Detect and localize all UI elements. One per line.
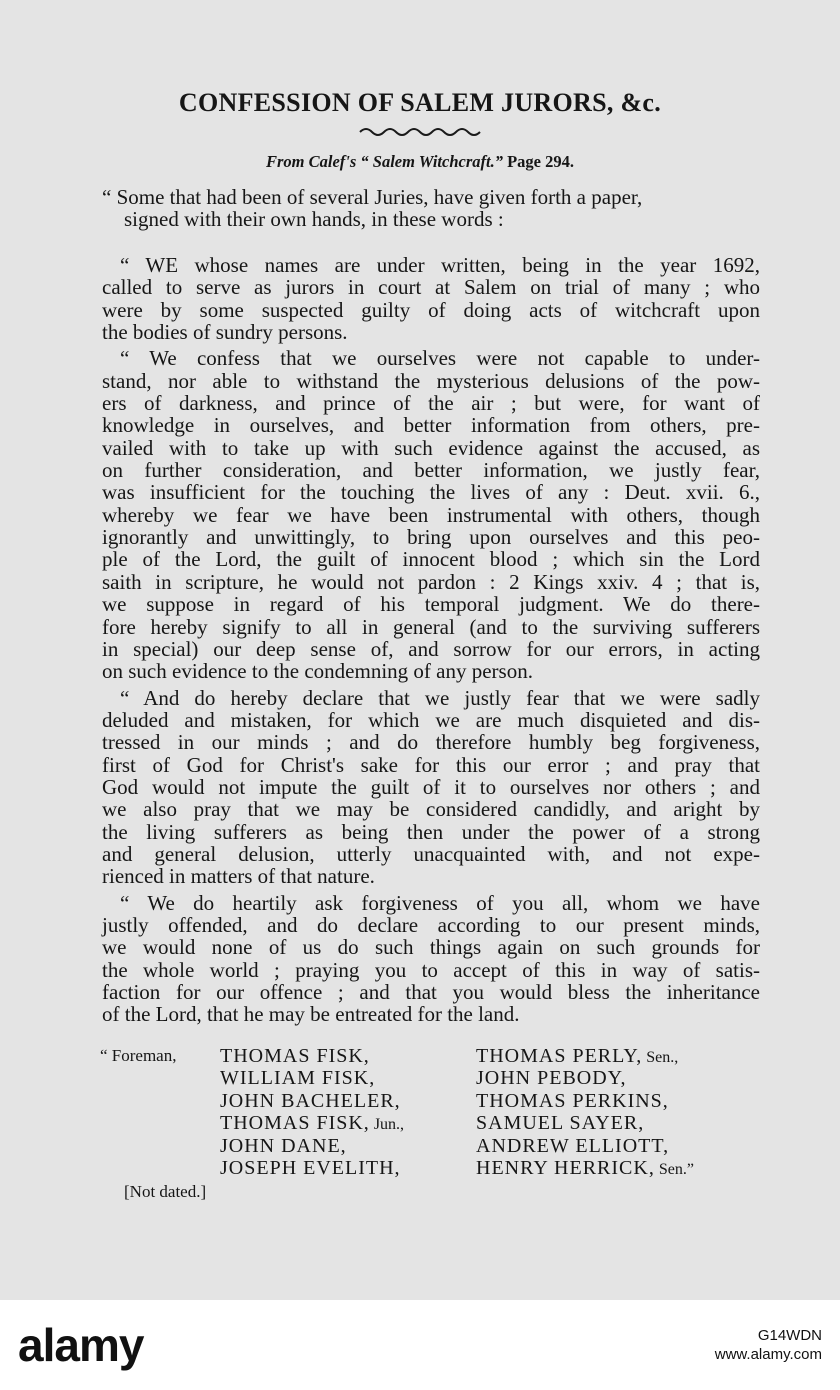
paragraph-line: called to serve as jurors in court at Salem on trial of many ; who — [102, 275, 760, 300]
paragraph-line: the bodies of sundry persons. — [102, 320, 348, 345]
watermark-info — [715, 1326, 822, 1364]
paragraph-line: the whole world ; praying you to accept of this in way of satis- — [102, 957, 760, 982]
paragraph-line: tressed in our minds ; and do therefore humbly beg forgiveness, — [102, 730, 760, 755]
paragraph-line: the living sufferers as being then under the power of a strong — [102, 819, 760, 844]
paragraph-line: ers of darkness, and prince of the air ; but were, for want of — [102, 391, 760, 416]
signatory-name: SAMUEL SAYER, — [476, 1112, 645, 1135]
signatory — [476, 1135, 694, 1157]
signatory — [476, 1090, 694, 1112]
signatory-name: JOHN BACHELER, — [220, 1089, 401, 1112]
signatory-suffix: Sen.” — [654, 1160, 694, 1178]
paragraph-line: on further consideration, and better information, we justly fear, — [102, 458, 760, 483]
alamy-logo: alamy — [18, 1319, 144, 1371]
intro-paragraph — [102, 186, 760, 230]
paragraph-line: saith in scripture, he would not pardon : 2 Kings xxiv. 4 ; that is, — [102, 569, 760, 594]
signatory — [220, 1135, 404, 1157]
paragraph-line: “ WE whose names are under written, being in the year 1692, — [120, 253, 760, 277]
signatory — [220, 1112, 404, 1134]
paragraph-line: stand, nor able to withstand the mysterious delusions of the pow- — [102, 368, 760, 393]
source-title: From Calef's “ Salem Witchcraft.” — [265, 152, 503, 171]
source-page: Page 294. — [507, 152, 574, 171]
paragraph-line: fore hereby signify to all in general (and to the surviving sufferers — [102, 614, 760, 639]
confession-paragraph — [102, 347, 760, 682]
paragraph-line: “ We do heartily ask forgiveness of you all, whom we have — [120, 890, 760, 915]
signatory-name: HENRY HERRICK, — [476, 1156, 655, 1179]
paragraph-line: and general delusion, utterly unacquainted with, and not expe- — [102, 841, 760, 866]
paragraph-line: on such evidence to the condemning of any person. — [102, 659, 533, 684]
signatory-name: THOMAS PERKINS, — [476, 1089, 669, 1112]
signatory-name: JOHN DANE, — [220, 1134, 347, 1157]
signatory — [476, 1045, 694, 1067]
signatory — [476, 1112, 694, 1134]
site-url: www.alamy.com — [714, 1346, 822, 1363]
paragraph-line: rienced in matters of that nature. — [102, 864, 375, 889]
signatory — [220, 1045, 404, 1067]
signatures-left-column — [220, 1045, 404, 1179]
paragraph-line: was insufficient for the touching the lives of any : Deut. xvii. 6., — [102, 480, 760, 505]
confession-body — [102, 254, 760, 1026]
paragraph-line: ple of the Lord, the guilt of innocent blood ; which sin the Lord — [102, 547, 760, 572]
confession-paragraph — [102, 687, 760, 888]
signatory — [220, 1157, 404, 1179]
signatory-name: THOMAS PERLY, — [476, 1045, 643, 1067]
intro-line: “ Some that had been of several Juries, have given forth a paper, — [102, 185, 643, 209]
signatory-name: THOMAS FISK, — [220, 1112, 370, 1135]
signatory-name: JOHN PEBODY, — [476, 1067, 627, 1090]
signatory-name: ANDREW ELLIOTT, — [476, 1134, 670, 1157]
signatory-name: JOSEPH EVELITH, — [220, 1156, 401, 1179]
signatory-name: THOMAS FISK, — [220, 1045, 370, 1067]
signatory — [476, 1157, 694, 1179]
paragraph-line: we suppose in regard of his temporal judgment. We do there- — [102, 592, 760, 617]
signatory — [220, 1067, 404, 1089]
signatures-right-column — [476, 1045, 694, 1179]
paragraph-line: we also pray that we may be considered candidly, and aright by — [102, 797, 760, 822]
signatory — [220, 1090, 404, 1112]
paragraph-line: vailed with to take up with such evidence against the accused, as — [102, 435, 760, 460]
paragraph-line: faction for our offence ; and that you would bless the inheritance — [102, 980, 760, 1004]
foreman-label: “ Foreman, — [100, 1046, 177, 1065]
intro-line: signed with their own hands, in these words : — [124, 207, 504, 231]
signatory — [476, 1067, 694, 1089]
paragraph-line: were by some suspected guilty of doing acts of witchcraft upon — [102, 297, 760, 322]
not-dated-note: [Not dated.] — [124, 1182, 207, 1201]
paragraph-line: ignorantly and unwittingly, to bring upon ourselves and this peo- — [102, 525, 760, 550]
wavy-rule-ornament — [358, 124, 482, 138]
page-title: CONFESSION OF SALEM JURORS, &c. — [178, 88, 662, 117]
signatory-suffix: Sen., — [642, 1049, 679, 1066]
paragraph-line: justly offended, and do declare according to our present minds, — [102, 912, 760, 937]
paragraph-line: of the Lord, that he may be entreated for the land. — [102, 1002, 520, 1027]
signatory-name: WILLIAM FISK, — [220, 1067, 376, 1090]
image-id: G14WDN — [757, 1327, 822, 1344]
paragraph-line: whereby we fear we have been instrumental with others, though — [102, 502, 760, 527]
paragraph-line: we would none of us do such things again on such grounds for — [102, 935, 760, 960]
source-citation — [0, 152, 840, 172]
confession-paragraph — [102, 892, 760, 1026]
paragraph-line: God would not impute the guilt of it to ourselves nor others ; and — [102, 774, 760, 799]
paragraph-line: knowledge in ourselves, and better information from others, pre- — [102, 413, 760, 438]
paragraph-line: deluded and mistaken, for which we are much disquieted and dis- — [102, 707, 760, 732]
paragraph-line: first of God for Christ's sake for this our error ; and pray that — [102, 752, 760, 777]
paragraph-line: “ We confess that we ourselves were not capable to under- — [120, 346, 760, 371]
paragraph-line: “ And do hereby declare that we justly fear that we were sadly — [120, 685, 760, 710]
paragraph-line: in special) our deep sense of, and sorrow for our errors, in acting — [102, 636, 760, 661]
signatory-suffix: Jun., — [369, 1116, 405, 1134]
confession-paragraph — [102, 254, 760, 343]
